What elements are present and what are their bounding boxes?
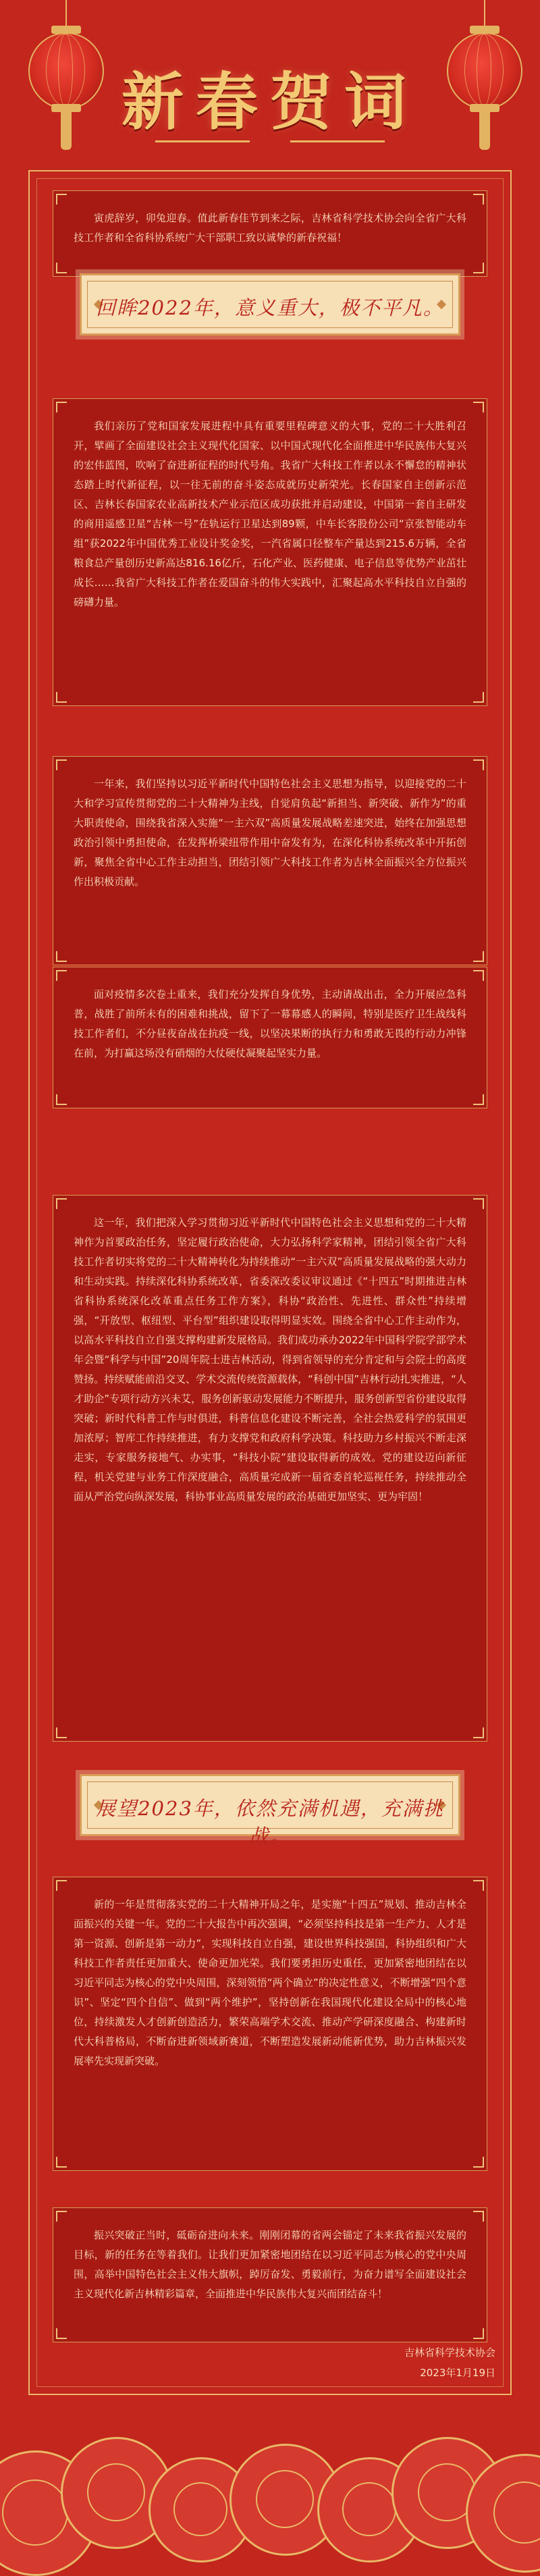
paragraph: 振兴突破正当时，砥砺奋进向未来。刚刚闭幕的省两会锚定了未来我省振兴发展的目标，新的任务在等着我们。让我们更加紧密地团结在以习近平同志为核心的党中央周围，高举中国特色社会主义伟大旗帜，踔厉奋发、勇毅前行，为奋力谱写全面建设社会主义现代化新吉林精彩篇章，全面推进中华民族伟大复兴而团结奋斗！ [74,2229,466,2300]
epidemic-card [53,967,487,1108]
paragraph: 我们亲历了党和国家发展进程中具有重要里程碑意义的大事，党的二十大胜利召开，擘画了全面建设社会主义现代化国家、以中国式现代化全面推进中华民族伟大复兴的宏伟蓝图，吹响了奋进新征程的时代号角。我省广大科技工作者以永不懈怠的精神状态踏上时代新征程，以一往无前的奋斗姿态成就历史新荣光。长春国家自主创新示范区、吉林长春国家农业高新技术产业示范区成功获批并启动建设，中国第一套自主研发的商用遥感卫星“吉林一号”在轨运行卫星达到89颗，中车长客股份公司“京张智能动车组”获2022年中国优秀工业设计奖金奖，一汽省属口径整车产量达到215.6万辆，全省粮食总产量创历史新高达816.16亿斤，石化产业、医药健康、电子信息等优势产业茁壮成长……我省广大科技工作者在爱国奋斗的伟大实践中，汇聚起高水平科技自立自强的磅礴力量。 [74,420,466,608]
paragraph: 新的一年是贯彻落实党的二十大精神开局之年，是实施“十四五”规划、推动吉林全面振兴的关键一年。党的二十大报告中再次强调，“必须坚持科技是第一生产力、人才是第一资源、创新是第一动力”，实现科技自立自强，建设世界科技强国，科协组织和广大科技工作者责任更加重大、使命更加光荣。我们要勇担历史重任，更加紧密地团结在以习近平同志为核心的党中央周围，深刻领悟“两个确立”的决定性意义，不断增强“四个意识”、坚定“四个自信”、做到“两个维护”，坚持创新在我国现代化建设全局中的核心地位，持续激发人才创新创造活力，繁荣高端学术交流、推动产学研深度融合、构建新时代大科普格局，不断奋进新领域新赛道，不断塑造发展新动能新优势，助力吉林振兴发展率先实现新突破。 [74,1898,466,2067]
work-card [53,756,487,965]
paragraph: 一年来，我们坚持以习近平新时代中国特色社会主义思想为指导，以迎接党的二十大和学习宣传贯彻党的二十大精神为主线，自觉肩负起“新担当、新突破、新作为”的重大职责使命，围绕我省深入实施“一主六双”高质量发展战略差速突进，始终在加强思想政治引领中勇担使命，在发挥桥梁纽带作用中奋发有为，在深化科协系统改革中开拓创新，聚焦全省中心工作主动担当，团结引领广大科技工作者为吉林全面振兴全方位振兴作出积极贡献。 [74,778,466,888]
title-divider [155,140,250,142]
signature-org: 吉林省科学技术协会 [404,2346,495,2359]
greeting-card [53,190,487,277]
closing-card [53,2207,487,2342]
review-card [53,398,487,706]
header [0,0,540,176]
paragraph: 面对疫情多次卷土重来，我们充分发挥自身优势，主动请战出击，全力开展应急科普，战胜了前所未有的困难和挑战，留下了一幕幕感人的瞬间，特别是医疗卫生战线科技工作者们，不分昼夜奋战在抗疫一线，以坚决果断的执行力和勇敢无畏的行动力冲锋在前，为打赢这场没有硝烟的大仗硬仗凝聚起坚实力量。 [74,988,466,1059]
section-banner [80,1774,460,1848]
section-banner [80,273,460,336]
achievement-card [53,1195,487,1742]
outlook-card [53,1877,487,2171]
page-title: 新春贺词 [121,65,418,138]
paragraph: 这一年，我们把深入学习贯彻习近平新时代中国特色社会主义思想和党的二十大精神作为首要政治任务，坚定履行政治使命，大力弘扬科学家精神，团结引领全省广大科技工作者切实将党的二十大精神转化为持续推动“一主六双”高质量发展战略的强大动力和生动实践。持续深化科协系统改革，省委深改委议审议通过《“十四五”时期推进吉林省科协系统深化改革重点任务工作方案》，科协“政治性、先进性、群众性”持续增强，“开放型、枢纽型、平台型”组织建设取得明显实效。围绕全省中心工作主动作为，以高水平科技自立自强支撑构建新发展格局。我们成功承办2022年中国科学院学部学术年会暨“科学与中国”20周年院士进吉林活动，得到省领导的充分肯定和与会院士的高度赞扬。持续赋能前沿交叉、学术交流传统资源载体，“科创中国”吉林行动扎实推进，“人才助企”专项行动方兴未艾，服务创新驱动发展能力不断提升，服务创新型省份建设取得突破；新时代科普工作与时俱进，科普信息化建设不断完善，全社会热爱科学的氛围更加浓厚；智库工作持续推进，有力支撑党和政府科学决策。科技助力乡村振兴不断走深走实，专家服务接地气、办实事，“科技小院”建设取得新的成效。党的建设迈向新征程，机关党建与业务工作深度融合，高质量完成新一届省委首轮巡视任务，持续推动全面从严治党向纵深发展，科协事业高质量发展的政治基础更加坚实、更为牢固！ [74,1216,466,1503]
paragraph: 寅虎辞岁，卯兔迎春。值此新春佳节到来之际，吉林省科学技术协会向全省广大科技工作者和全省科协系统广大干部职工致以诚挚的新春祝福！ [74,212,466,244]
signature-date: 2023年1月19日 [420,2367,495,2379]
title-divider [290,140,385,142]
footer-clouds [0,2403,540,2523]
banner-text: 回眸2022年，意义重大，极不平凡。 [96,296,444,319]
signature [404,2342,495,2383]
banner-text: 展望2023年，依然充满机遇，充满挑战。 [96,1797,444,1848]
